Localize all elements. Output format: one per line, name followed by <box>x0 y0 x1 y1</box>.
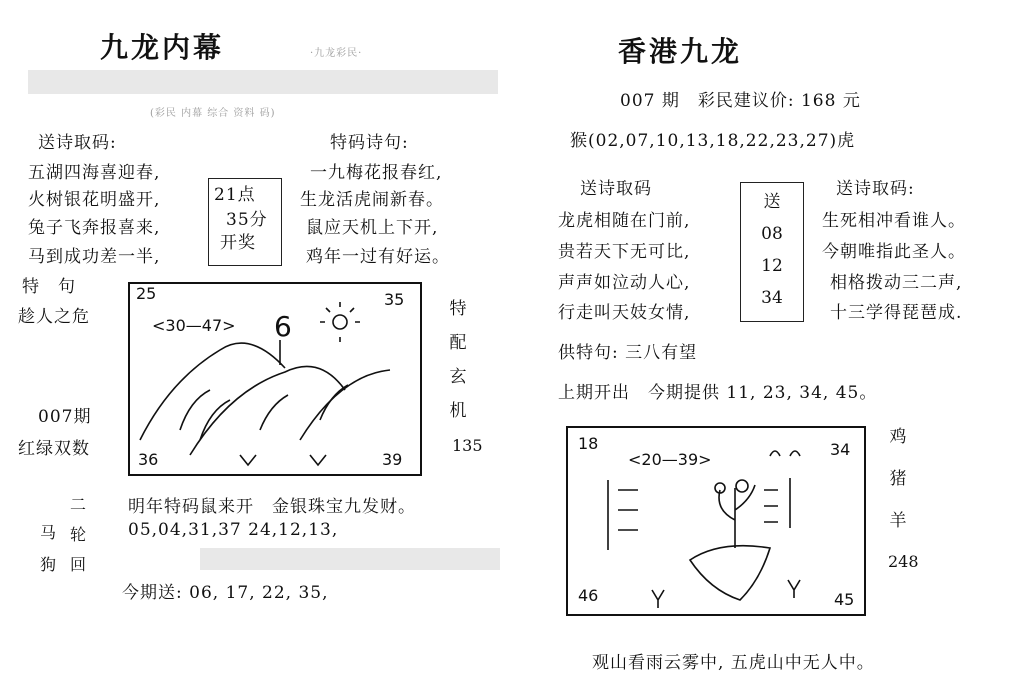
left-vertical-b-3: 回 <box>70 555 87 574</box>
red-green-label: 红绿双数 <box>18 439 90 459</box>
right-poem-left-line-3: 声声如泣动人心, <box>558 273 691 293</box>
right-side-number: 248 <box>888 552 919 571</box>
right-poem-left-line-4: 行走叫天妓女情, <box>558 303 691 323</box>
special-poem-heading: 特码诗句: <box>330 133 409 153</box>
special-poem-line-3: 鼠应天机上下开, <box>306 218 439 238</box>
left-caption: (彩民 内幕 综合 资料 码) <box>150 108 276 119</box>
right-poem-left-line-2: 贵若天下无可比, <box>558 242 691 262</box>
special-poem-line-1: 一九梅花报春红, <box>310 163 443 183</box>
left-sketch-digit: 6 <box>274 310 292 343</box>
right-sketch-bottom-right: 45 <box>834 590 855 609</box>
flower-pot <box>690 546 770 600</box>
left-poem-heading: 送诗取码: <box>38 133 117 153</box>
side-number: 135 <box>452 436 483 455</box>
left-issue: 007期 <box>38 407 92 427</box>
side-vertical-char-3: 玄 <box>449 367 467 387</box>
draw-time-hour: 21点 <box>214 185 256 205</box>
left-sketch-bottom-left: 36 <box>138 450 159 469</box>
right-side-animal-1: 鸡 <box>889 427 907 447</box>
right-poem-right-line-1: 生死相冲看谁人。 <box>822 211 966 231</box>
draw-time-label: 开奖 <box>220 233 256 253</box>
right-sketch-top-left: 18 <box>578 434 599 453</box>
right-footer-line: 观山看雨云雾中, 五虎山中无人中。 <box>592 653 875 673</box>
right-poem-left-line-1: 龙虎相随在门前, <box>558 211 691 231</box>
special-poem-line-4: 鸡年一过有好运。 <box>306 247 450 267</box>
right-right-bars <box>764 478 790 528</box>
right-sketch-range: <20—39> <box>628 450 712 469</box>
right-sketch-bottom-left: 46 <box>578 586 599 605</box>
special-poem-line-2: 生龙活虎闹新春。 <box>300 190 444 210</box>
left-vertical-a-2: 狗 <box>40 555 57 574</box>
today-send-line: 今期送: 06, 17, 22, 35, <box>122 583 329 603</box>
send-number-1: 08 <box>761 224 783 244</box>
right-poem-right-heading: 送诗取码: <box>836 179 915 199</box>
right-poem-right-line-4: 十三学得琵琶成. <box>830 303 963 323</box>
right-side-animal-3: 羊 <box>889 511 907 531</box>
left-poem-line-1: 五湖四海喜迎春, <box>28 163 161 183</box>
right-issue-line: 007 期 彩民建议价: 168 元 <box>620 91 861 111</box>
left-poem-line-4: 马到成功差一半, <box>28 247 161 267</box>
draw-time-minute: 35分 <box>226 210 268 230</box>
left-vertical-b-1: 二 <box>70 495 87 514</box>
left-mid-line: 明年特码鼠来开 金银珠宝九发财。 <box>128 497 416 517</box>
left-subtitle: ·九龙彩民· <box>310 48 363 59</box>
right-poem-right-line-2: 今朝唯指此圣人。 <box>822 242 966 262</box>
last-period-line: 上期开出 今期提供 11, 23, 34, 45。 <box>558 383 878 403</box>
left-number-row: 05,04,31,37 24,12,13, <box>128 520 339 540</box>
left-sketch-range: <30—47> <box>152 316 236 335</box>
special-label: 特 句 <box>22 277 76 297</box>
send-number-3: 34 <box>761 288 783 308</box>
left-sketch-top-right: 35 <box>384 290 405 309</box>
send-number-2: 12 <box>761 256 783 276</box>
side-vertical-char-1: 特 <box>449 299 467 319</box>
right-side-animal-2: 猪 <box>889 469 907 489</box>
right-title: 香港九龙 <box>618 35 743 68</box>
left-vertical-a-1: 马 <box>40 523 57 542</box>
zodiac-numbers-line: 猴(02,07,10,13,18,22,23,27)虎 <box>570 131 856 151</box>
left-poem-line-3: 兔子飞奔报喜来, <box>28 218 161 238</box>
right-side-animals <box>884 416 912 542</box>
left-sketch-bottom-right: 39 <box>382 450 403 469</box>
send-label: 送 <box>763 192 781 212</box>
left-poem-line-2: 火树银花明盛开, <box>28 190 161 210</box>
side-vertical-char-2: 配 <box>449 333 467 353</box>
right-special-sentence: 供特句: 三八有望 <box>558 343 698 363</box>
right-poem-right-line-3: 相格拨动三二声, <box>830 273 963 293</box>
left-title: 九龙内幕 <box>100 31 225 64</box>
left-vertical-b-2: 轮 <box>70 525 87 544</box>
special-phrase: 趁人之危 <box>18 307 90 327</box>
right-poem-left-heading: 送诗取码 <box>580 179 652 199</box>
side-vertical-char-4: 机 <box>449 401 467 421</box>
right-left-bars <box>608 480 638 550</box>
left-sketch-top-left: 25 <box>136 284 157 303</box>
right-sketch-top-right: 34 <box>830 440 851 459</box>
